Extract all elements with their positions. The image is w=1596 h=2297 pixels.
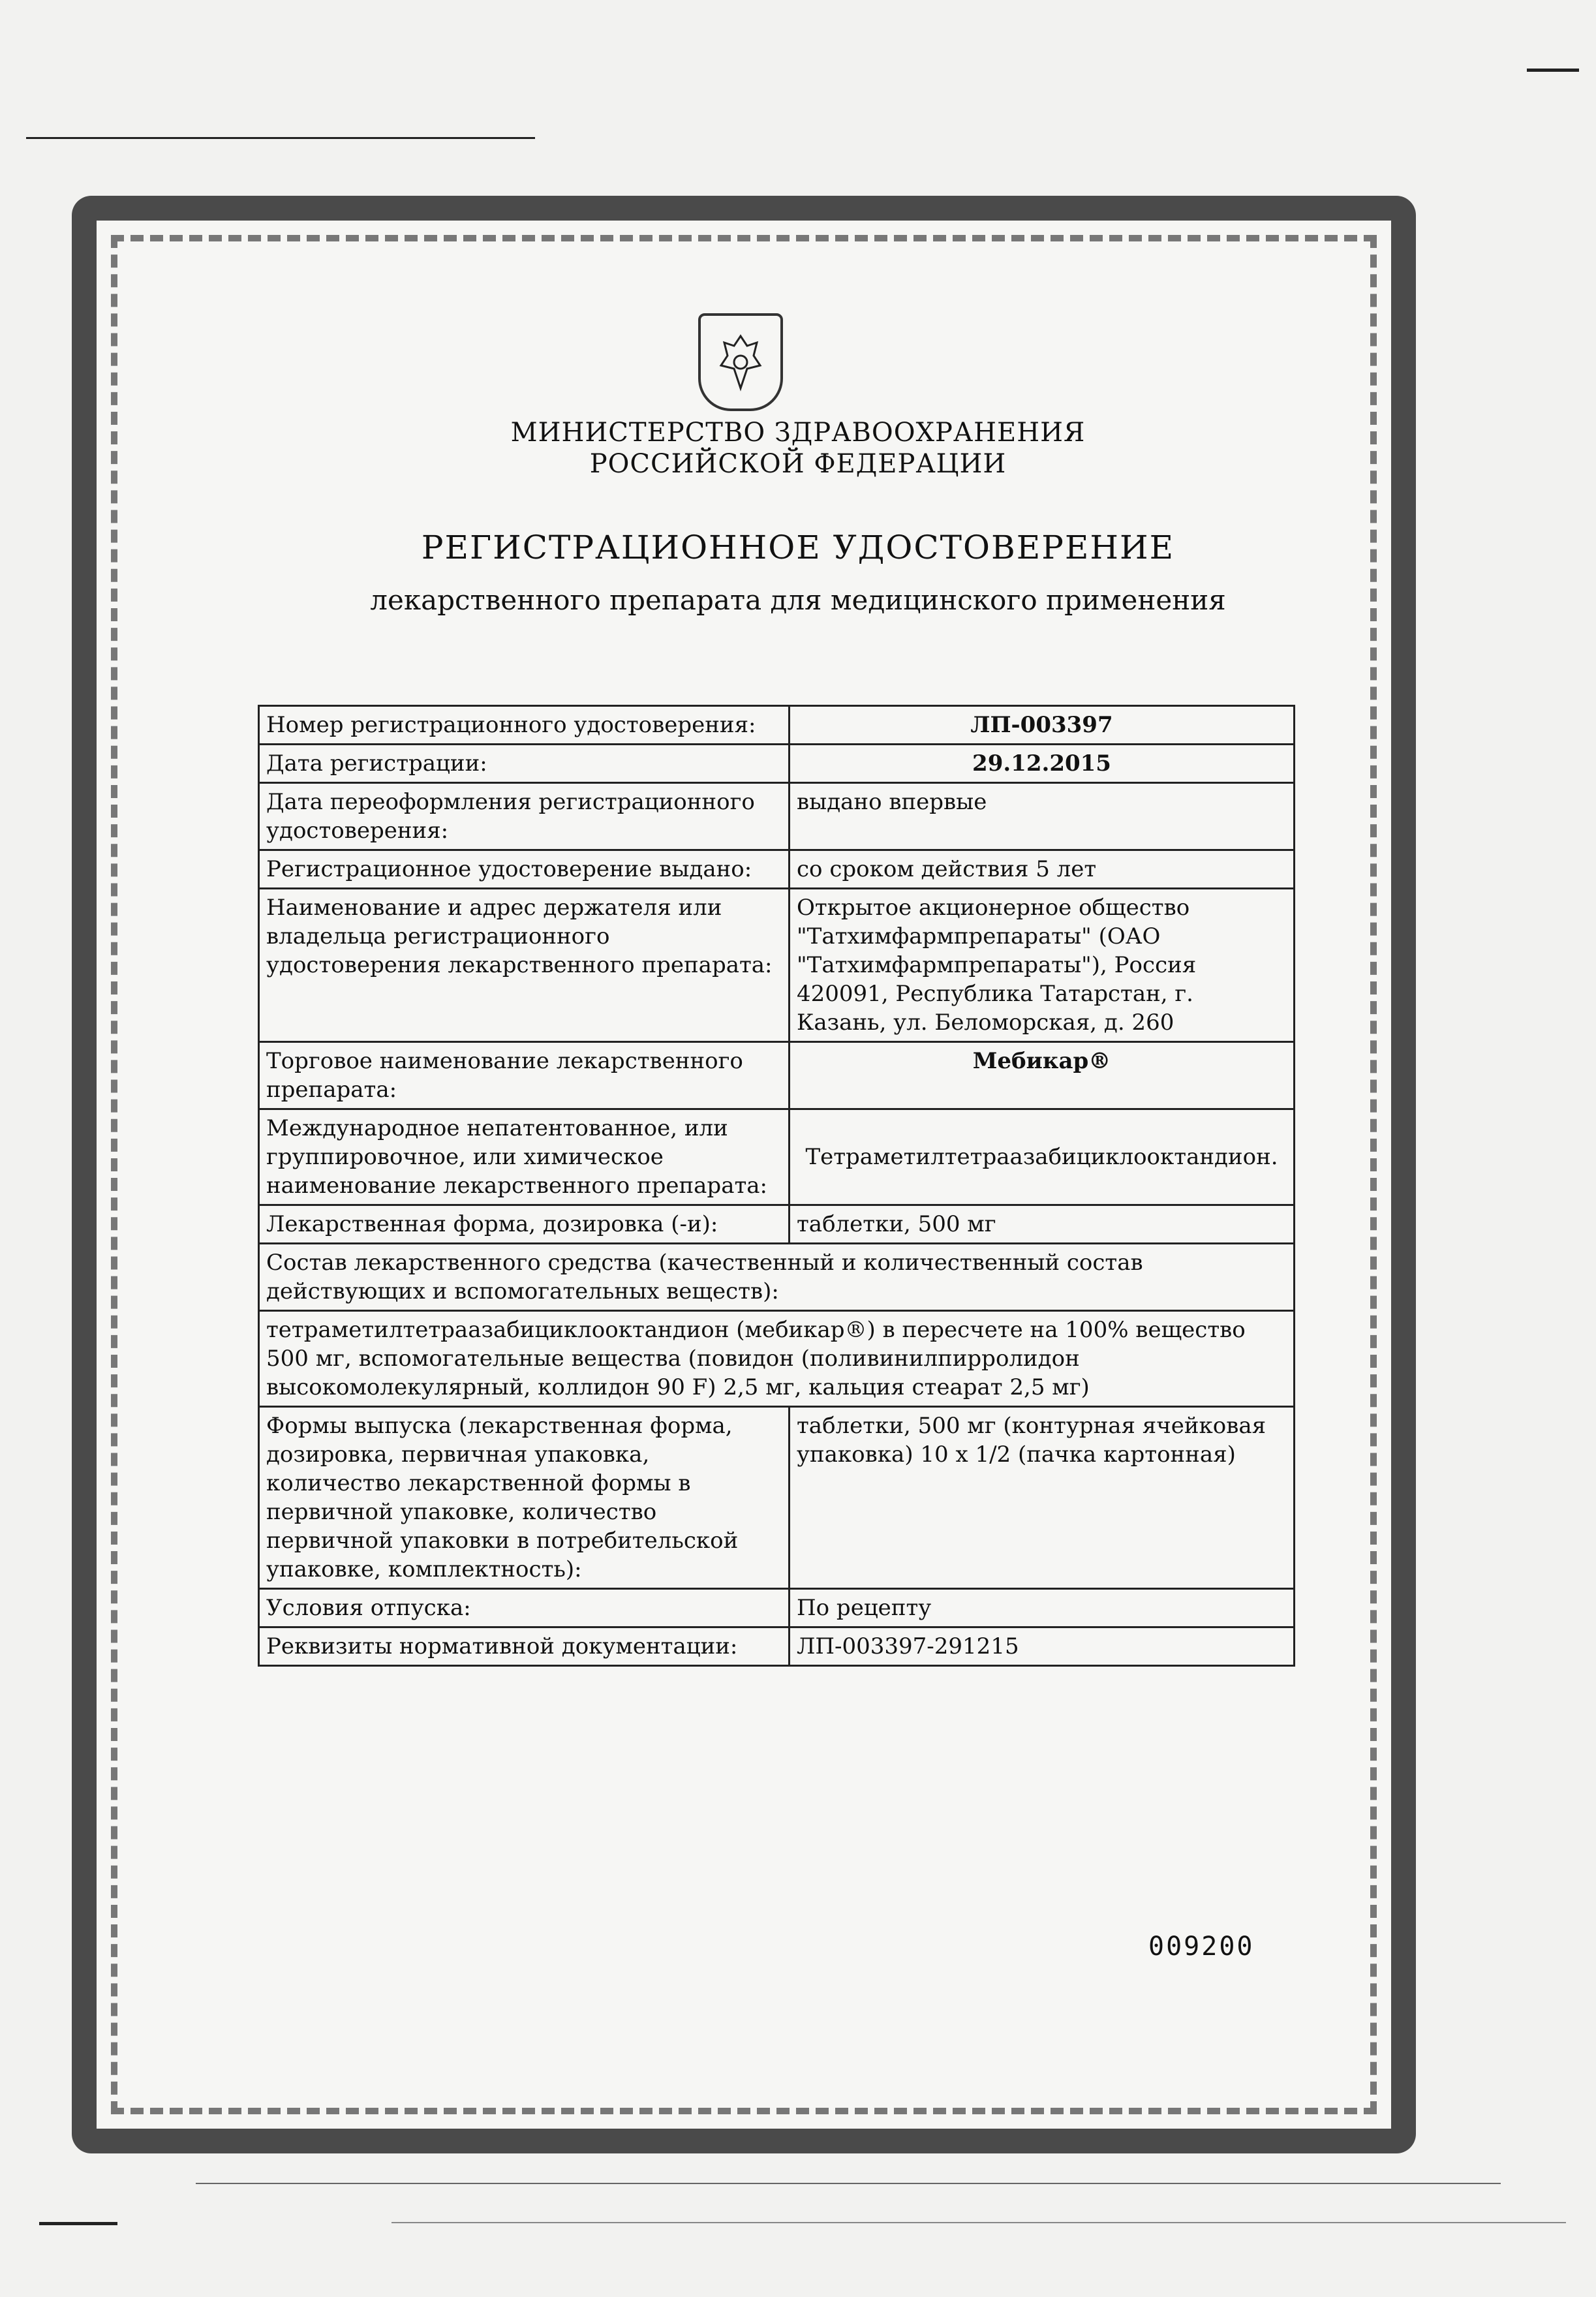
row-label-reg-number: Номер регистрационного удостоверения: [259, 706, 790, 745]
row-value-release-forms: таблетки, 500 мг (контурная ячейковая упаковка) 10 х 1/2 (пачка картонная) [790, 1407, 1295, 1589]
double-headed-eagle-icon [711, 330, 770, 395]
registration-table [258, 705, 1295, 1667]
table-row [259, 1109, 1295, 1205]
row-label-dispensing: Условия отпуска: [259, 1589, 790, 1627]
table-row [259, 1589, 1295, 1627]
document-subtitle: лекарственного препарата для медицинского применения [370, 584, 1226, 616]
composition-text: тетраметилтетраазабициклооктандион (мебикар®) в пересчете на 100% вещество 500 мг, вспомогательные вещества (повидон (поливинилпирролидон высокомолекулярный, коллидон 90 F) 2,5 мг, кальция стеарат 2,5 мг) [259, 1311, 1295, 1407]
ministry-name-line2: РОССИЙСКОЙ ФЕДЕРАЦИИ [589, 449, 1007, 479]
composition-heading: Состав лекарственного средства (качественный и количественный состав действующих и вспомогательных веществ): [259, 1244, 1295, 1311]
row-label-trade-name: Торговое наименование лекарственного препарата: [259, 1042, 790, 1109]
coat-of-arms-emblem [698, 313, 783, 411]
row-value-inn: Тетраметилтетраазабициклооктандион. [790, 1109, 1295, 1205]
table-row [259, 1311, 1295, 1407]
table-row [259, 706, 1295, 745]
table-row [259, 1627, 1295, 1666]
scan-line-top [26, 137, 535, 139]
row-label-release-forms: Формы выпуска (лекарственная форма, дозировка, первичная упаковка, количество лекарственной формы в первичной упаковке, количество первичной упаковки в потребительской упаковке, комплектность): [259, 1407, 790, 1589]
row-value-dosage-form: таблетки, 500 мг [790, 1205, 1295, 1244]
table-row [259, 1042, 1295, 1109]
ministry-name-line1: МИНИСТЕРСТВО ЗДРАВООХРАНЕНИЯ [510, 418, 1086, 448]
table-row [259, 1407, 1295, 1589]
scan-line-bottom [196, 2183, 1501, 2184]
row-value-issued: со сроком действия 5 лет [790, 850, 1295, 889]
row-label-reg-date: Дата регистрации: [259, 745, 790, 783]
row-value-trade-name: Мебикар® [790, 1042, 1295, 1109]
document-title: РЕГИСТРАЦИОННОЕ УДОСТОВЕРЕНИЕ [421, 529, 1175, 566]
row-label-issued: Регистрационное удостоверение выдано: [259, 850, 790, 889]
table-row [259, 1205, 1295, 1244]
table-row [259, 1244, 1295, 1311]
row-value-holder: Открытое акционерное общество "Татхимфармпрепараты" (ОАО "Татхимфармпрепараты"), Россия 420091, Республика Татарстан, г. Казань, ул. Беломорская, д. 260 [790, 889, 1295, 1042]
form-serial-number: 009200 [1148, 1932, 1255, 1962]
table-row [259, 783, 1295, 850]
row-label-normative-doc: Реквизиты нормативной документации: [259, 1627, 790, 1666]
row-label-holder: Наименование и адрес держателя или владельца регистрационного удостоверения лекарственного препарата: [259, 889, 790, 1042]
scan-line-footer [39, 2222, 117, 2225]
row-value-reissue-date: выдано впервые [790, 783, 1295, 850]
scan-line-footer-2 [391, 2222, 1566, 2223]
row-label-inn: Международное непатентованное, или группировочное, или химическое наименование лекарственного препарата: [259, 1109, 790, 1205]
row-label-dosage-form: Лекарственная форма, дозировка (-и): [259, 1205, 790, 1244]
row-value-reg-date: 29.12.2015 [790, 745, 1295, 783]
row-label-reissue-date: Дата переоформления регистрационного удостоверения: [259, 783, 790, 850]
row-value-dispensing: По рецепту [790, 1589, 1295, 1627]
table-row [259, 889, 1295, 1042]
table-row [259, 745, 1295, 783]
row-value-reg-number: ЛП-003397 [790, 706, 1295, 745]
row-value-normative-doc: ЛП-003397-291215 [790, 1627, 1295, 1666]
table-row [259, 850, 1295, 889]
scan-line-top-right [1527, 69, 1579, 72]
